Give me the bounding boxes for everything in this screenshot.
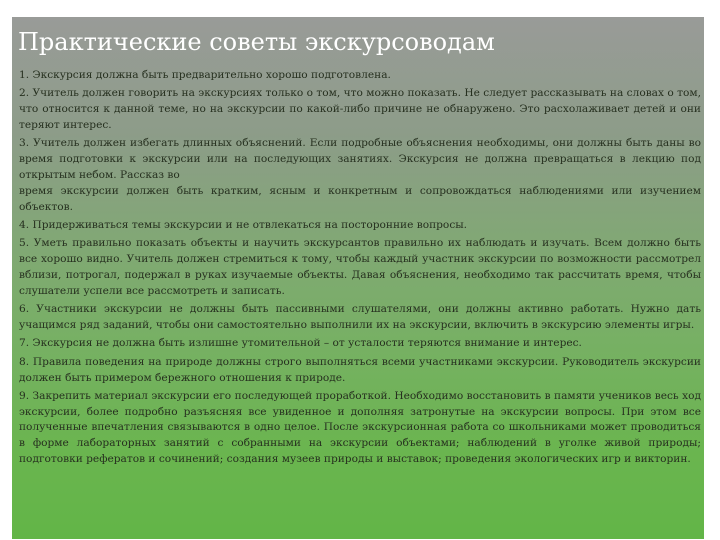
advice-item-6: 6. Участники экскурсии не должны быть пассивными слушателями, они должны активно работать. Нужно дать учащимся ряд заданий, чтобы они самостоятельно выполнили их на экскурсии, включить в экскурсию элементы игры. [19,303,701,331]
advice-list [19,68,701,470]
advice-item-4: 4. Придерживаться темы экскурсии и не отвлекаться на посторонние вопросы. [19,218,468,231]
advice-item-5: 5. Уметь правильно показать объекты и научить экскурсантов правильно их наблюдать и изучать. Всем должно быть все хорошо видно. Учитель должен стремиться к тому, чтобы каждый участник экскурсии по возможности рассмотрел вблизи, потрогал, подержал в руках изучаемые объекты. Давая объяснения, необходимо так рассчитать время, чтобы слушатели успели все рассмотреть и записать. [19,237,701,297]
advice-item-2: 2. Учитель должен говорить на экскурсиях только о том, что можно показать. Не следует рассказывать на словах о том, что относится к данной теме, но на экскурсии по какой-либо причине не обнаружено. Это расхолаживает детей и они теряют интерес. [19,87,701,131]
slide [12,17,704,539]
advice-item-7: 7. Экскурсия не должна быть излишне утомительной – от усталости теряются внимание и интерес. [19,337,582,350]
slide-title: Практические советы экскурсоводам [18,28,495,56]
advice-item-1: 1. Экскурсия должна быть предварительно хорошо подготовлена. [19,69,391,81]
advice-item-3: 3. Учитель должен избегать длинных объяснений. Если подробные объяснения необходимы, они должны быть даны во время подготовки к экскурсии или на последующих занятиях. Экскурсия не должна превращаться в лекцию под открытым небом. Рассказ во [19,137,701,181]
advice-item-8: 8. Правила поведения на природе должны строго выполняться всеми участниками экскурсии. Руководитель экскурсии должен быть примером бережного отношения к природе. [19,355,701,384]
advice-item-9: 9. Закрепить материал экскурсии его последующей проработкой. Необходимо восстановить в памяти учеников весь ход экскурсии, более подробно разъясняя все увиденное и дополняя затронутые на экскурсии вопросы. При этом все полученные впечатления связываются в одно целое. После экскурсионная работа со школьниками может проводиться в форме лабораторных занятий с собранными на экскурсии объектами; наблюдений в уголке живой природы; подготовки рефератов и сочинений; создания музеев природы и выставок; проведения экологических игр и викторин. [19,389,701,466]
advice-item-3-continuation: время экскурсии должен быть кратким, ясным и конкретным и сопровождаться наблюдениями или изучением объектов. [19,184,701,213]
